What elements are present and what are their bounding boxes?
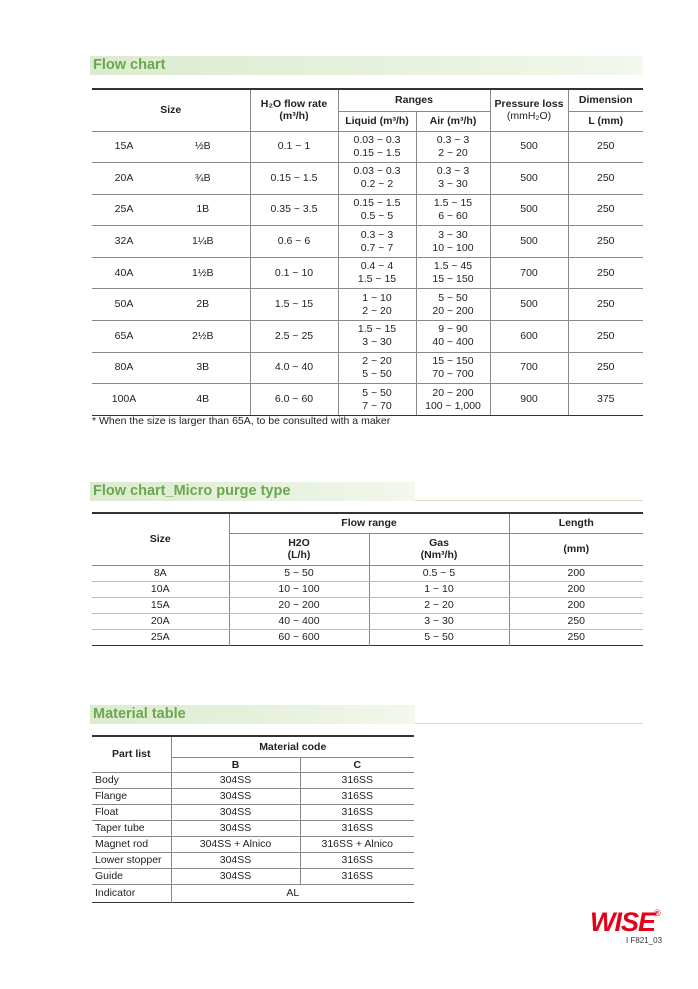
cell-length: 250 bbox=[568, 194, 643, 226]
material-c: 316SS bbox=[300, 772, 414, 788]
micro-purge-title-line bbox=[415, 500, 643, 501]
flow-chart-row bbox=[92, 321, 643, 353]
cell-size-a: 80A bbox=[92, 352, 156, 384]
material-indicator-value: AL bbox=[171, 885, 414, 903]
cell-length: 250 bbox=[568, 352, 643, 384]
material-title-line bbox=[415, 723, 643, 724]
material-b: 304SS + Alnico bbox=[171, 836, 300, 852]
material-row bbox=[92, 869, 414, 885]
mp-cell-size: 25A bbox=[150, 631, 170, 644]
cell-air bbox=[416, 194, 490, 226]
mp-cell-gas: 1 ~ 10 bbox=[369, 581, 509, 597]
header-flow-rate-unit: (m³/h) bbox=[279, 110, 309, 123]
cell-flow-rate: 4.0 ~ 40 bbox=[250, 352, 338, 384]
mp-cell-h2o: 5 ~ 50 bbox=[229, 565, 369, 581]
material-c: 316SS bbox=[300, 869, 414, 885]
cell-liquid-line: 0.7 ~ 7 bbox=[360, 241, 394, 254]
micro-purge-row bbox=[92, 630, 643, 646]
wise-logo bbox=[590, 905, 662, 940]
cell-size-b: 2B bbox=[156, 289, 250, 321]
mp-cell-size: 20A bbox=[92, 614, 229, 630]
mp-cell-len: 200 bbox=[509, 597, 643, 613]
mp-cell-gas: 2 ~ 20 bbox=[369, 597, 509, 613]
material-part: Lower stopper bbox=[92, 852, 171, 868]
header-size: Size bbox=[92, 89, 250, 131]
mp-cell-h2o: 60 ~ 600 bbox=[229, 630, 369, 646]
cell-pressure-loss: 700 bbox=[490, 257, 568, 289]
cell-size-a: 25A bbox=[92, 194, 156, 226]
cell-size-b: 2½B bbox=[156, 321, 250, 353]
header-dimension-sub: L (mm) bbox=[568, 111, 643, 131]
cell-pressure-loss: 900 bbox=[490, 384, 568, 416]
flow-chart-row bbox=[92, 226, 643, 258]
cell-liquid-line: 0.3 ~ 3 bbox=[360, 228, 394, 241]
material-part: Guide bbox=[92, 869, 171, 885]
mp-cell-gas: 0.5 ~ 5 bbox=[369, 565, 509, 581]
material-part: Taper tube bbox=[92, 820, 171, 836]
cell-liquid-line: 7 ~ 70 bbox=[362, 399, 392, 412]
mt-header-b: B bbox=[171, 757, 300, 772]
cell-air bbox=[416, 131, 490, 163]
cell-length: 250 bbox=[568, 163, 643, 195]
micro-purge-title: Flow chart_Micro purge type bbox=[90, 482, 415, 501]
cell-air-line: 40 ~ 400 bbox=[432, 336, 474, 349]
cell-air bbox=[416, 226, 490, 258]
cell-air-line: 100 ~ 1,000 bbox=[425, 399, 481, 412]
mp-cell-h2o: 40 ~ 400 bbox=[229, 614, 369, 630]
cell-air-line: 5 ~ 50 bbox=[438, 291, 468, 304]
cell-flow-rate: 1.5 ~ 15 bbox=[250, 289, 338, 321]
mp-cell-gas: 3 ~ 30 bbox=[369, 614, 509, 630]
cell-liquid bbox=[338, 257, 416, 289]
cell-air-line: 15 ~ 150 bbox=[432, 354, 474, 367]
material-b: 304SS bbox=[171, 804, 300, 820]
header-flow-rate bbox=[250, 89, 338, 131]
cell-air-line: 3 ~ 30 bbox=[438, 178, 468, 191]
cell-liquid bbox=[338, 131, 416, 163]
flow-chart-row bbox=[92, 384, 643, 416]
cell-size-b: ¾B bbox=[156, 163, 250, 195]
mt-header-c: C bbox=[300, 757, 414, 772]
cell-flow-rate: 2.5 ~ 25 bbox=[250, 321, 338, 353]
cell-length: 250 bbox=[568, 257, 643, 289]
material-part: Body bbox=[92, 772, 171, 788]
material-part: Flange bbox=[92, 788, 171, 804]
material-c: 316SS + Alnico bbox=[300, 836, 414, 852]
cell-liquid-line: 1.5 ~ 15 bbox=[357, 273, 397, 286]
material-part: Indicator bbox=[95, 887, 136, 900]
micro-purge-row bbox=[92, 565, 643, 581]
mp-cell-h2o: 10 ~ 100 bbox=[229, 581, 369, 597]
header-pressure-loss-unit: (mmH₂O) bbox=[506, 110, 552, 123]
flow-chart-row bbox=[92, 257, 643, 289]
material-c: 316SS bbox=[300, 852, 414, 868]
material-row bbox=[92, 820, 414, 836]
cell-liquid bbox=[338, 163, 416, 195]
material-row bbox=[92, 852, 414, 868]
flow-chart-row bbox=[92, 131, 643, 163]
flow-chart-table bbox=[92, 88, 643, 416]
cell-liquid-line: 2 ~ 20 bbox=[362, 304, 392, 317]
mp-cell-gas: 5 ~ 50 bbox=[369, 630, 509, 646]
cell-air-line: 1.5 ~ 45 bbox=[433, 260, 473, 273]
cell-air-line: 10 ~ 100 bbox=[432, 241, 474, 254]
flow-chart-row bbox=[92, 352, 643, 384]
cell-liquid bbox=[338, 289, 416, 321]
header-pressure-loss-label: Pressure loss bbox=[494, 98, 564, 111]
material-b: 304SS bbox=[171, 772, 300, 788]
cell-size-b: 1½B bbox=[156, 257, 250, 289]
document-code: I F821_03 bbox=[626, 936, 663, 945]
mp-cell-size: 8A bbox=[92, 565, 229, 581]
cell-size-a: 100A bbox=[92, 384, 156, 416]
flow-chart-title: Flow chart bbox=[90, 56, 643, 75]
mp-header-gas-label: Gas bbox=[429, 537, 449, 549]
micro-purge-table bbox=[92, 512, 643, 646]
cell-liquid-line: 0.4 ~ 4 bbox=[360, 260, 394, 273]
mp-cell-len: 200 bbox=[509, 565, 643, 581]
registered-mark: ® bbox=[654, 908, 661, 918]
cell-length: 250 bbox=[568, 226, 643, 258]
cell-pressure-loss: 500 bbox=[490, 163, 568, 195]
cell-pressure-loss: 500 bbox=[490, 289, 568, 321]
mp-header-flow-range: Flow range bbox=[229, 513, 509, 533]
cell-size-b: 1B bbox=[156, 194, 250, 226]
cell-flow-rate: 0.1 ~ 1 bbox=[250, 131, 338, 163]
cell-length: 375 bbox=[568, 384, 643, 416]
material-c: 316SS bbox=[300, 820, 414, 836]
header-ranges: Ranges bbox=[338, 89, 490, 111]
mp-header-length-unit: (mm) bbox=[509, 533, 643, 565]
header-liquid: Liquid (m³/h) bbox=[338, 111, 416, 131]
cell-liquid-line: 5 ~ 50 bbox=[362, 367, 392, 380]
cell-length: 250 bbox=[568, 321, 643, 353]
cell-liquid bbox=[338, 384, 416, 416]
cell-flow-rate: 6.0 ~ 60 bbox=[250, 384, 338, 416]
mp-cell-len: 250 bbox=[509, 614, 643, 630]
cell-air-line: 3 ~ 30 bbox=[438, 228, 468, 241]
mp-header-gas-unit: (Nm³/h) bbox=[420, 549, 458, 561]
header-dimension: Dimension bbox=[568, 89, 643, 111]
cell-air bbox=[416, 257, 490, 289]
micro-purge-row bbox=[92, 581, 643, 597]
cell-length: 250 bbox=[568, 131, 643, 163]
cell-air-line: 15 ~ 150 bbox=[432, 273, 474, 286]
cell-liquid bbox=[338, 194, 416, 226]
header-pressure-loss bbox=[490, 89, 568, 131]
mp-cell-h2o: 20 ~ 200 bbox=[229, 597, 369, 613]
flow-chart-row bbox=[92, 163, 643, 195]
cell-air bbox=[416, 352, 490, 384]
cell-liquid bbox=[338, 226, 416, 258]
cell-air-line: 6 ~ 60 bbox=[438, 209, 468, 222]
cell-liquid bbox=[338, 352, 416, 384]
wise-logo-graphic bbox=[590, 905, 662, 935]
flow-chart-note: * When the size is larger than 65A, to be consulted with a maker bbox=[92, 415, 391, 427]
material-row bbox=[92, 804, 414, 820]
cell-size-a: 65A bbox=[92, 321, 156, 353]
mt-header-material-code: Material code bbox=[171, 736, 414, 757]
cell-size-a: 40A bbox=[92, 257, 156, 289]
cell-air-line: 2 ~ 20 bbox=[438, 146, 468, 159]
cell-liquid-line: 0.5 ~ 5 bbox=[360, 209, 394, 222]
cell-size-a: 20A bbox=[92, 163, 156, 195]
cell-air-line: 20 ~ 200 bbox=[432, 386, 474, 399]
flow-chart-row bbox=[92, 289, 643, 321]
material-b: 304SS bbox=[171, 788, 300, 804]
material-b: 304SS bbox=[171, 820, 300, 836]
header-flow-rate-label: H₂O flow rate bbox=[260, 98, 328, 111]
cell-liquid-line: 1 ~ 10 bbox=[362, 291, 392, 304]
micro-purge-row bbox=[92, 614, 643, 630]
mp-header-h2o-label: H2O bbox=[288, 537, 310, 549]
cell-air bbox=[416, 163, 490, 195]
cell-liquid-line: 0.15 ~ 1.5 bbox=[353, 146, 401, 159]
cell-air bbox=[416, 289, 490, 321]
cell-pressure-loss: 700 bbox=[490, 352, 568, 384]
material-c: 316SS bbox=[300, 804, 414, 820]
material-row-indicator bbox=[92, 885, 414, 903]
cell-size-a: 15A bbox=[92, 131, 156, 163]
cell-air-line: 1.5 ~ 15 bbox=[433, 196, 473, 209]
cell-size-b: 3B bbox=[156, 352, 250, 384]
material-row bbox=[92, 836, 414, 852]
cell-liquid-line: 0.15 ~ 1.5 bbox=[353, 196, 401, 209]
cell-pressure-loss: 500 bbox=[490, 131, 568, 163]
micro-purge-row bbox=[92, 597, 643, 613]
mp-header-h2o-unit: (L/h) bbox=[287, 549, 311, 561]
cell-liquid-line: 0.03 ~ 0.3 bbox=[353, 165, 401, 178]
cell-liquid-line: 0.2 ~ 2 bbox=[360, 178, 394, 191]
wise-logo-text: WISE bbox=[590, 907, 656, 935]
cell-size-b: 4B bbox=[156, 384, 250, 416]
cell-air-line: 9 ~ 90 bbox=[438, 323, 468, 336]
mp-header-h2o bbox=[229, 533, 369, 565]
cell-liquid-line: 0.03 ~ 0.3 bbox=[353, 133, 401, 146]
mp-header-gas bbox=[369, 533, 509, 565]
cell-flow-rate: 0.15 ~ 1.5 bbox=[250, 163, 338, 195]
mp-cell-size: 15A bbox=[92, 597, 229, 613]
mp-cell-len: 250 bbox=[509, 630, 643, 646]
cell-size-b: ½B bbox=[156, 131, 250, 163]
cell-size-a: 32A bbox=[92, 226, 156, 258]
mp-header-length: Length bbox=[509, 513, 643, 533]
cell-air bbox=[416, 384, 490, 416]
mp-cell-size: 10A bbox=[92, 581, 229, 597]
cell-liquid bbox=[338, 321, 416, 353]
material-table bbox=[92, 735, 414, 903]
cell-liquid-line: 5 ~ 50 bbox=[362, 386, 392, 399]
material-c: 316SS bbox=[300, 788, 414, 804]
header-air: Air (m³/h) bbox=[416, 111, 490, 131]
cell-length: 250 bbox=[568, 289, 643, 321]
material-part: Float bbox=[92, 804, 171, 820]
mt-header-part-list: Part list bbox=[92, 736, 171, 772]
cell-pressure-loss: 600 bbox=[490, 321, 568, 353]
cell-size-b: 1¼B bbox=[156, 226, 250, 258]
cell-air-line: 0.3 ~ 3 bbox=[436, 165, 470, 178]
material-part: Magnet rod bbox=[92, 836, 171, 852]
cell-flow-rate: 0.6 ~ 6 bbox=[250, 226, 338, 258]
mp-cell-len: 200 bbox=[509, 581, 643, 597]
material-b: 304SS bbox=[171, 869, 300, 885]
cell-flow-rate: 0.1 ~ 10 bbox=[250, 257, 338, 289]
cell-air-line: 20 ~ 200 bbox=[432, 304, 474, 317]
flow-chart-row bbox=[92, 194, 643, 226]
material-row bbox=[92, 772, 414, 788]
cell-pressure-loss: 500 bbox=[490, 226, 568, 258]
cell-size-a: 50A bbox=[92, 289, 156, 321]
cell-liquid-line: 3 ~ 30 bbox=[362, 336, 392, 349]
cell-air-line: 70 ~ 700 bbox=[432, 367, 474, 380]
cell-liquid-line: 2 ~ 20 bbox=[362, 354, 392, 367]
cell-air bbox=[416, 321, 490, 353]
cell-liquid-line: 1.5 ~ 15 bbox=[357, 323, 397, 336]
cell-air-line: 0.3 ~ 3 bbox=[436, 133, 470, 146]
mp-header-size: Size bbox=[92, 513, 229, 565]
material-b: 304SS bbox=[171, 852, 300, 868]
material-title: Material table bbox=[90, 705, 415, 724]
cell-pressure-loss: 500 bbox=[490, 194, 568, 226]
material-row bbox=[92, 788, 414, 804]
cell-flow-rate: 0.35 ~ 3.5 bbox=[250, 194, 338, 226]
